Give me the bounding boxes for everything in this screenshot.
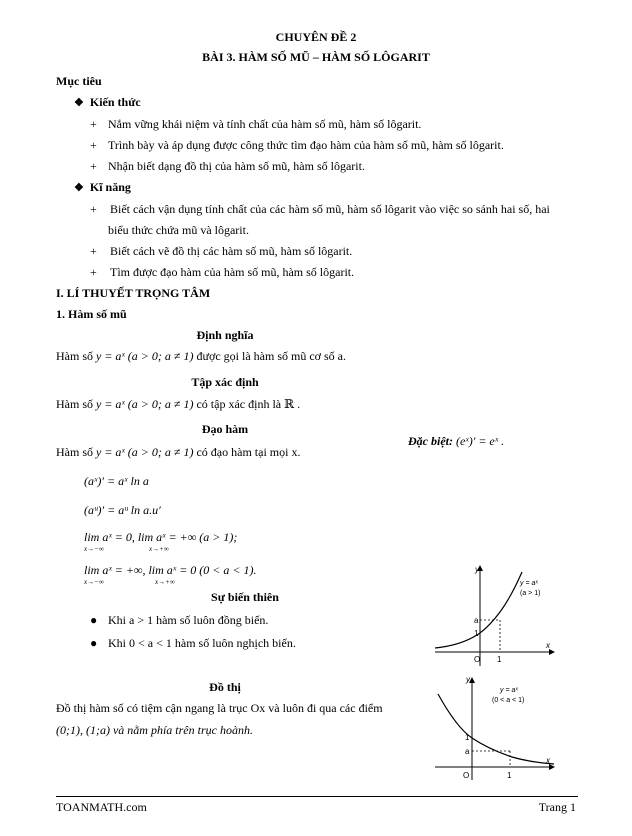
objectives-title: Mục tiêu xyxy=(56,74,102,88)
tick-one-y: 1 xyxy=(465,733,470,742)
variation-heading: Sự biến thiên xyxy=(211,590,279,604)
plus-icon: + xyxy=(90,117,97,131)
limit-subscript: x→−∞ xyxy=(84,578,104,586)
derivative-formula-2: (aᵘ)′ = aᵘ ln a.u′ xyxy=(84,503,161,517)
skills-item: Tìm được đạo hàm của hàm số mũ, hàm số lôgarit. xyxy=(110,265,355,279)
graph-increasing xyxy=(430,560,560,670)
curve-equation: y = aˣ xyxy=(500,687,518,694)
bullet-icon: ● xyxy=(90,636,98,650)
footer-site[interactable]: TOANMATH.com xyxy=(56,800,147,814)
domain-heading: Tập xác định xyxy=(191,375,259,389)
derivative-heading: Đạo hàm xyxy=(201,422,249,436)
footer-page-number: Trang 1 xyxy=(538,800,576,814)
derivative-formula-1: (aˣ)′ = aˣ ln a xyxy=(84,474,149,488)
tick-one-y: 1 xyxy=(474,629,479,638)
graph-decreasing xyxy=(430,672,560,784)
definition-heading: Định nghĩa xyxy=(196,328,254,342)
variation-item: Khi 0 < a < 1 hàm số luôn nghịch biến. xyxy=(108,636,296,650)
plus-icon: + xyxy=(90,265,97,279)
graph-heading: Đồ thị xyxy=(209,680,241,694)
curve-equation: y = aˣ xyxy=(520,580,538,587)
domain-prefix: Hàm số xyxy=(56,397,93,411)
definition-formula: y = aˣ (a > 0; a ≠ 1) xyxy=(96,349,194,363)
tick-a: a xyxy=(465,747,470,756)
derivative-suffix: có đạo hàm tại mọi x. xyxy=(196,445,301,459)
limit-formula-2: lim aˣ = +∞, lim aˣ = 0 (0 < a < 1). xyxy=(84,563,257,577)
origin-label: O xyxy=(474,655,481,664)
derivative-formula: y = aˣ (a > 0; a ≠ 1) xyxy=(96,445,194,459)
skills-heading-text: Kĩ năng xyxy=(89,180,131,194)
domain-formula: y = aˣ (a > 0; a ≠ 1) xyxy=(96,397,194,411)
topic-title: CHUYÊN ĐỀ 2 xyxy=(275,30,357,44)
tick-a: a xyxy=(474,616,479,625)
skills-item-continued: biểu thức chứa mũ và lôgarit. xyxy=(108,223,249,237)
skills-item: Biết cách vận dụng tính chất của các hàm số mũ, hàm số lôgarit vào việc so sánh hai số, hai xyxy=(110,202,550,216)
axis-y-label: y xyxy=(466,675,470,684)
curve-condition: (0 < a < 1) xyxy=(492,697,525,704)
special-note xyxy=(408,434,504,449)
footer-rule xyxy=(56,796,578,797)
skills-heading xyxy=(74,180,131,195)
knowledge-item: Nắm vững khái niệm và tính chất của hàm số mũ, hàm số lôgarit. xyxy=(108,117,422,131)
plus-icon: + xyxy=(90,138,97,152)
section-title: I. LÍ THUYẾT TRỌNG TÂM xyxy=(56,286,211,300)
limit-subscript: x→−∞ xyxy=(84,545,104,553)
plus-icon: + xyxy=(90,159,97,173)
definition-prefix: Hàm số xyxy=(56,349,93,363)
knowledge-item: Trình bày và áp dụng được công thức tìm đạo hàm của hàm số mũ, hàm số lôgarit. xyxy=(108,138,504,152)
subsection-title: 1. Hàm số mũ xyxy=(56,307,127,321)
special-label: Đặc biệt: xyxy=(408,434,453,448)
tick-one-x: 1 xyxy=(497,655,502,664)
domain-suffix: có tập xác định là ℝ . xyxy=(196,397,301,411)
limit-subscript: x→+∞ xyxy=(155,578,175,586)
bullet-icon: ● xyxy=(90,613,98,627)
special-formula: (eˣ)′ = eˣ . xyxy=(455,434,505,448)
domain-text xyxy=(56,397,300,412)
curve xyxy=(438,694,554,764)
lesson-title: BÀI 3. HÀM SỐ MŨ – HÀM SỐ LÔGARIT xyxy=(202,50,430,64)
skills-item: Biết cách vẽ đồ thị các hàm số mũ, hàm số lôgarit. xyxy=(110,244,353,258)
tick-one-x: 1 xyxy=(507,771,512,780)
origin-label: O xyxy=(463,771,470,780)
graph-text-2: (0;1), (1;a) và nằm phía trên trục hoành. xyxy=(56,723,253,737)
definition-suffix: được gọi là hàm số mũ cơ số a. xyxy=(196,349,346,363)
limit-formula-1: lim aˣ = 0, lim aˣ = +∞ (a > 1); xyxy=(84,530,238,544)
curve-condition: (a > 1) xyxy=(520,590,541,597)
limit-subscript: x→+∞ xyxy=(149,545,169,553)
definition-text xyxy=(56,349,346,364)
axis-x-label: x xyxy=(546,641,550,650)
diamond-icon: ❖ xyxy=(74,182,84,194)
plus-icon: + xyxy=(90,202,97,216)
axis-y-label: y xyxy=(475,565,479,574)
derivative-prefix: Hàm số xyxy=(56,445,93,459)
knowledge-item: Nhận biết dạng đồ thị của hàm số mũ, hàm số lôgarit. xyxy=(108,159,365,173)
knowledge-heading xyxy=(74,95,141,110)
graph-text-1: Đồ thị hàm số có tiệm cận ngang là trục Ox và luôn đi qua các điểm xyxy=(56,701,383,715)
curve xyxy=(435,572,522,648)
diamond-icon: ❖ xyxy=(74,97,84,109)
axis-x-label: x xyxy=(546,756,550,765)
knowledge-heading-text: Kiến thức xyxy=(89,95,141,109)
plus-icon: + xyxy=(90,244,97,258)
variation-item: Khi a > 1 hàm số luôn đồng biến. xyxy=(108,613,269,627)
derivative-text xyxy=(56,445,300,460)
